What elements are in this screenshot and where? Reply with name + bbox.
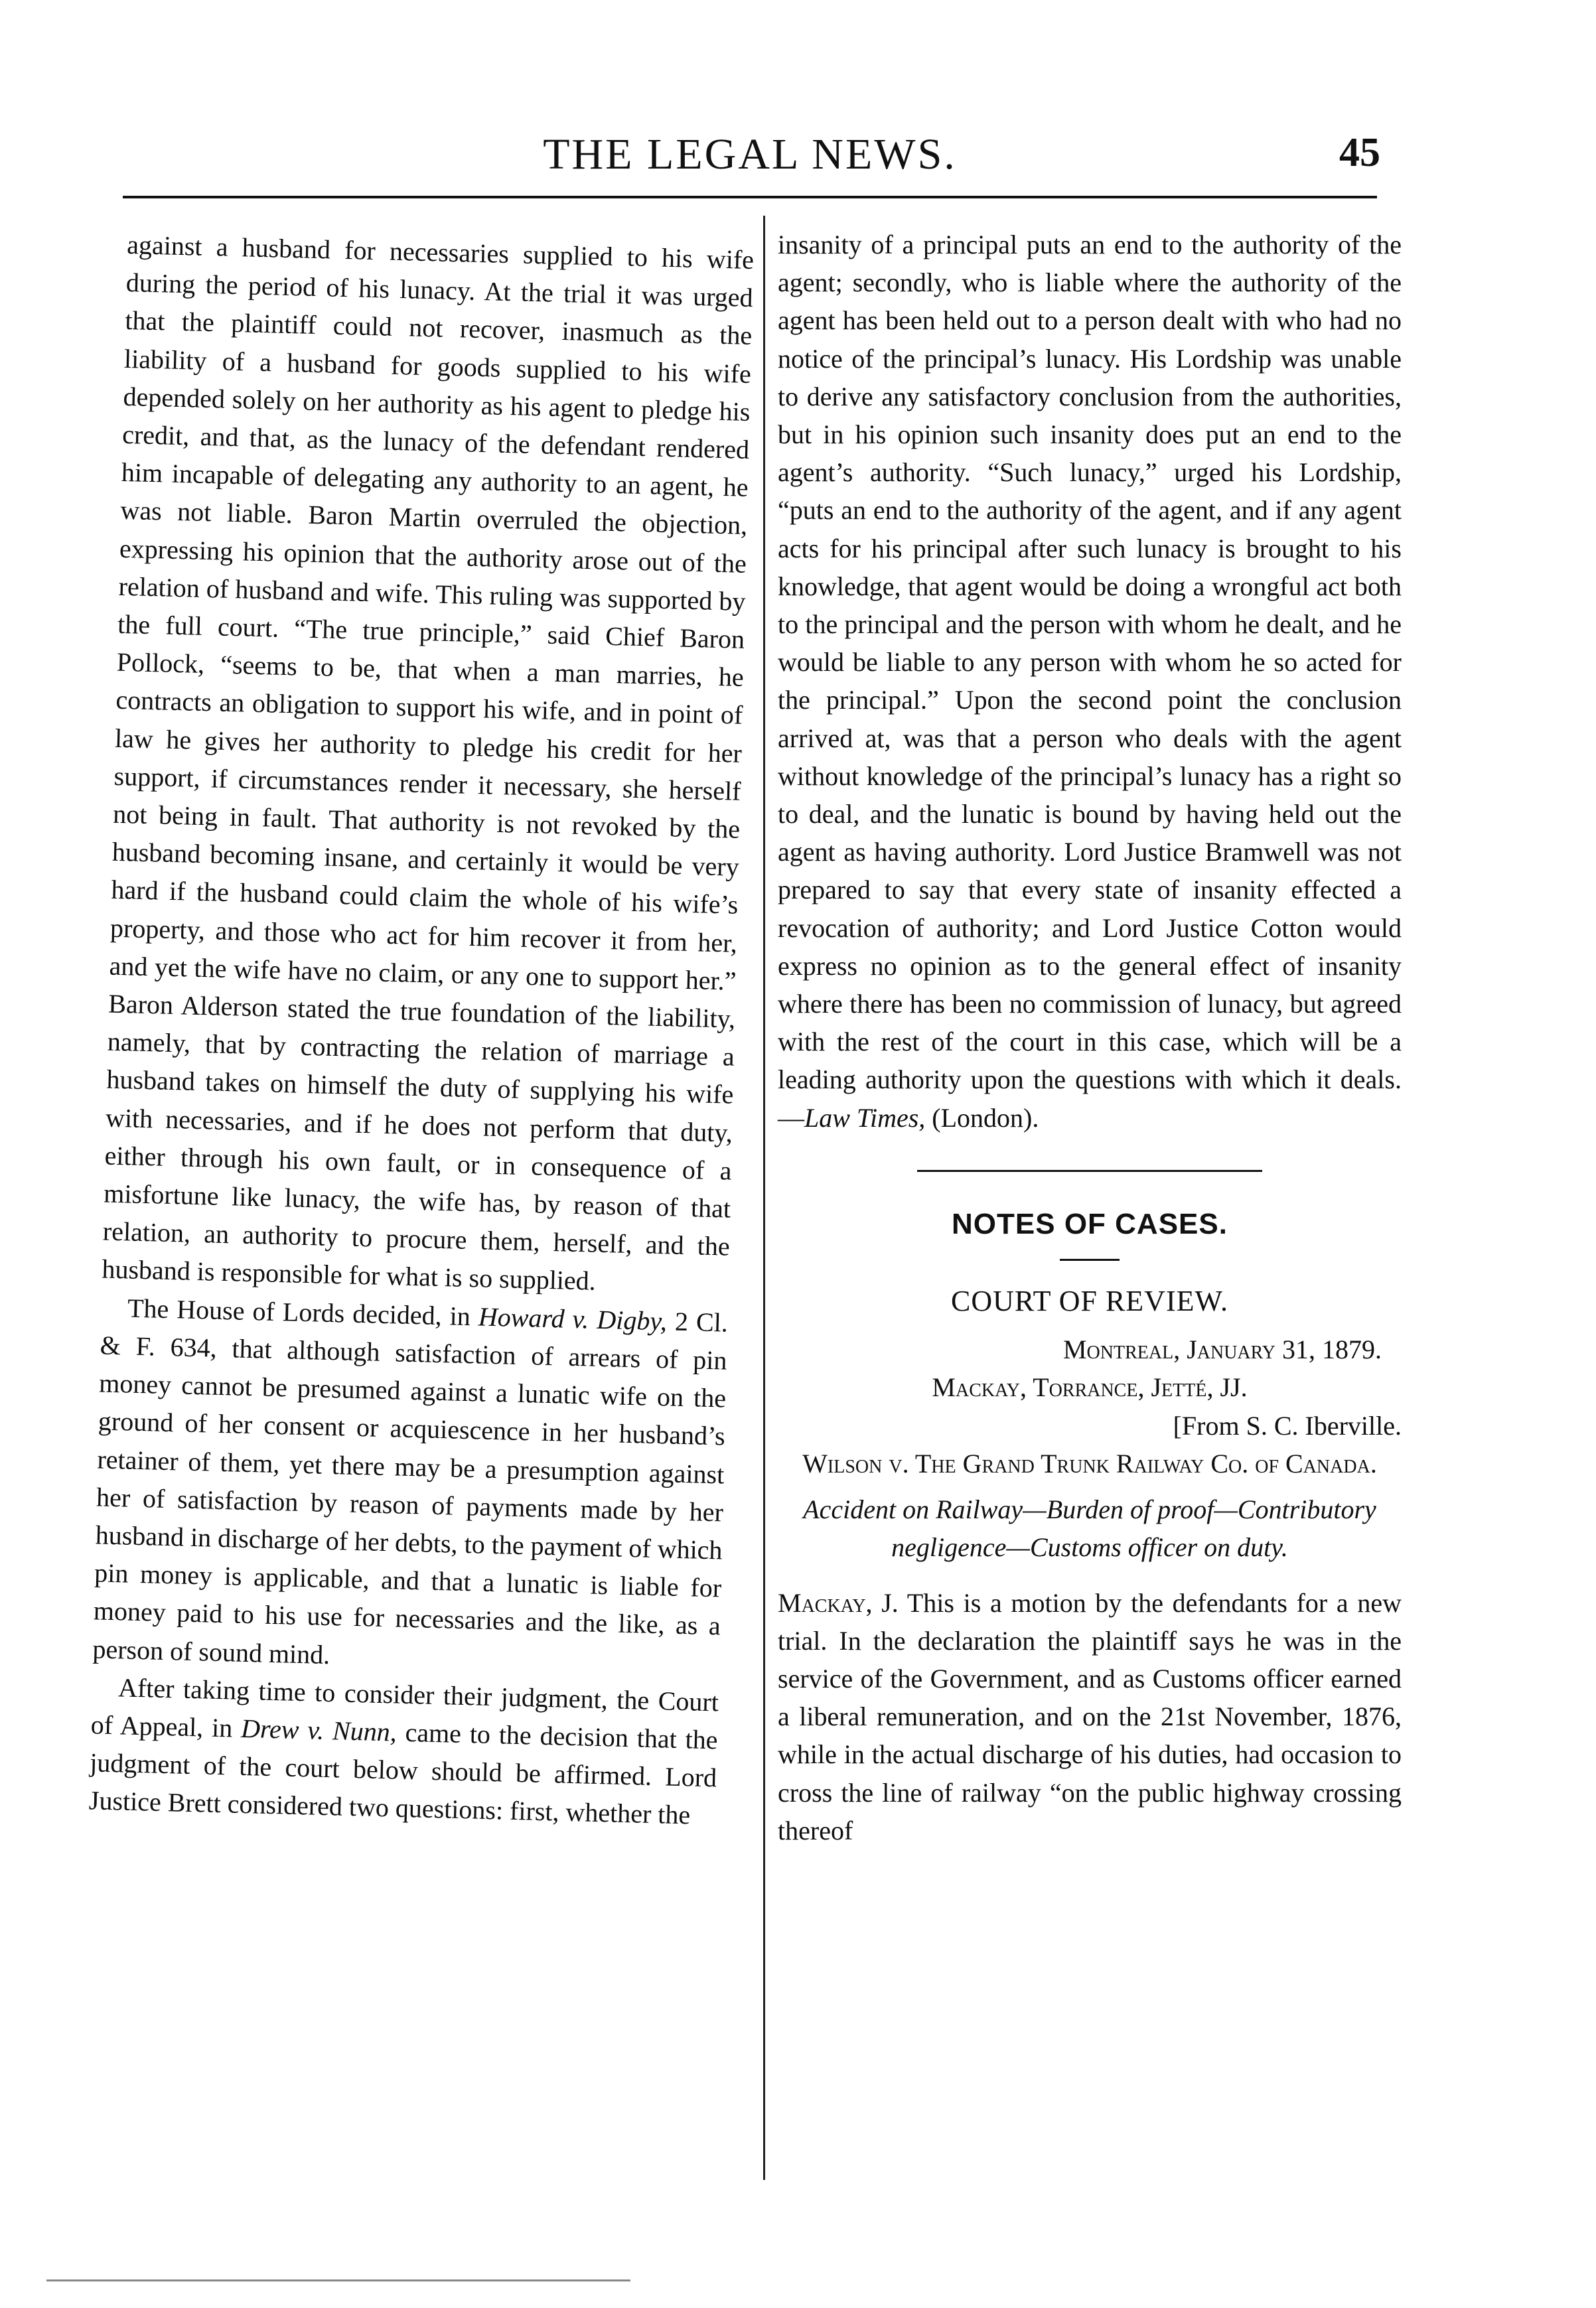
page-number: 45 [1339, 130, 1380, 175]
opinion-paragraph [778, 1584, 1402, 1849]
paragraph [88, 1668, 719, 1835]
from-line: [From S. C. Iberville. [1173, 1410, 1402, 1441]
paragraph-text: This is a motion by the defendants for a new trial. In the declaration the plaintiff says he was in the service of the Government, and as Customs officer earned a liberal remuneration, and on the 21st November, 1876, while in the actual discharge of his duties, had occasion to cross the line of railway “on the public highway crossing thereof [778, 1587, 1402, 1845]
dateline: Montreal, January 31, 1879. [1062, 1334, 1382, 1365]
header-rule [123, 196, 1377, 198]
paragraph: against a husband for necessaries supplied to his wife during the period of his lunacy. At the trial it was urged that the plaintiff could not recover, inasmuch as the liability of a husband for goods supplied to his wife depended solely on her authority as his agent to pledge his credit, and that, as the lunacy of the defendant rendered him incapable of delegating any authority to an agent, he was not liable. Baron Martin overruled the objection, expressing his opinion that the authority arose out of the relation of husband and wife. This ruling was supported by the full court. “The true principle,” said Chief Baron Pollock, “seems to be, that when a man marries, he contracts an obligation to support his wife, and in point of law he gives her authority to pledge his credit for her support, if circumstances render it necessary, she herself not being in fault. That authority is not revoked by the husband becoming insane, and certainly it would be very hard if the husband could claim the whole of his wife’s property, and those who act for him recover it from her, and yet the wife have no claim, or any one to support her.” Baron Alderson stated the true foundation of the liability, namely, that by contracting the relation of marriage a husband takes on himself the duty of supplying his wife with necessaries, and if he does not perform that duty, either through his own fault, or in consequence of a misfortune like lunacy, the wife has, by reason of that relation, an authority to procure them, herself, and the husband is responsible for what is so supplied. [102, 229, 755, 1297]
bottom-scan-line [46, 2279, 630, 2281]
judge-name: Mackay, J. [778, 1587, 899, 1618]
section-heading: NOTES OF CASES. [952, 1207, 1228, 1240]
section-rule [917, 1170, 1262, 1172]
paragraph-text: 2 Cl. & F. 634, that although satisfaction of arrears of pin money cannot be presumed against a lunatic wife on the ground of her consent or acquiescence in her husband’s retainer of them, yet there may be a presumption against her of satisfaction by reason of payments made by her husband in discharge of her debts, to the payment of which pin money is applicable, and that a lunatic is liable for money paid to his use for necessaries and the like, as a person of sound mind. [92, 1306, 729, 1670]
heading-rule [1060, 1259, 1120, 1261]
paragraph-text: After taking time to consider their judgment, the Court of Appeal, in [90, 1672, 719, 1743]
left-column [88, 226, 754, 1835]
paragraph-text: came to the decision that the judgment of the court below should be affirmed. Lord Justice Brett considered two questions: first, whether the [88, 1717, 719, 1830]
paragraph-text: insanity of a principal puts an end to the authority of the agent; secondly, who is liable where the authority of the agent has been held out to a person dealt with who had no notice of the principal’s lunacy. His Lordship was unable to derive any satisfactory conclusion from the authorities, but in his opinion such insanity does put an end to the agent’s authority. “Such lunacy,” urged his Lordship, “puts an end to the authority of the agent, and if any agent acts for his principal after such lunacy is brought to his knowledge, that agent would be doing a wrongful act both to the principal and the person with whom he dealt, and he would be liable to any person with whom he so acted for the principal.” Upon the second point the conclusion arrived at, was that a person who deals with the agent without knowledge of the principal’s lunacy has a right so to deal, and the lunatic is bound by having held out the agent as having authority. Lord Justice Bramwell was not prepared to say that every state of insanity effected a revocation of authority; and Lord Justice Cotton would express no opinion as to the general effect of insanity where there has been no commission of lunacy, but agreed with the rest of the court in this case, which will be a leading authority upon the questions with which it deals.— [778, 230, 1402, 1133]
paragraph [92, 1288, 729, 1683]
case-citation: Howard v. Digby, [478, 1301, 668, 1336]
paragraph [778, 226, 1402, 1137]
court-name: COURT OF REVIEW. [951, 1285, 1228, 1318]
paragraph-text: (London). [925, 1102, 1039, 1133]
paragraph-text: The House of Lords decided, in [127, 1293, 479, 1332]
journal-title: THE LEGAL NEWS. [543, 130, 957, 179]
judges-line: Mackay, Torrance, Jetté, JJ. [932, 1372, 1248, 1403]
right-column [778, 226, 1402, 1849]
source-citation: Law Times, [804, 1102, 926, 1133]
case-title: Wilson v. The Grand Trunk Railway Co. of Canada. [802, 1448, 1377, 1479]
case-citation: Drew v. Nunn, [240, 1713, 398, 1747]
headnote: Accident on Railway—Burden of proof—Contributory negligence—Customs officer on duty. [803, 1494, 1376, 1563]
running-head [119, 129, 1380, 189]
column-divider [763, 216, 765, 2180]
